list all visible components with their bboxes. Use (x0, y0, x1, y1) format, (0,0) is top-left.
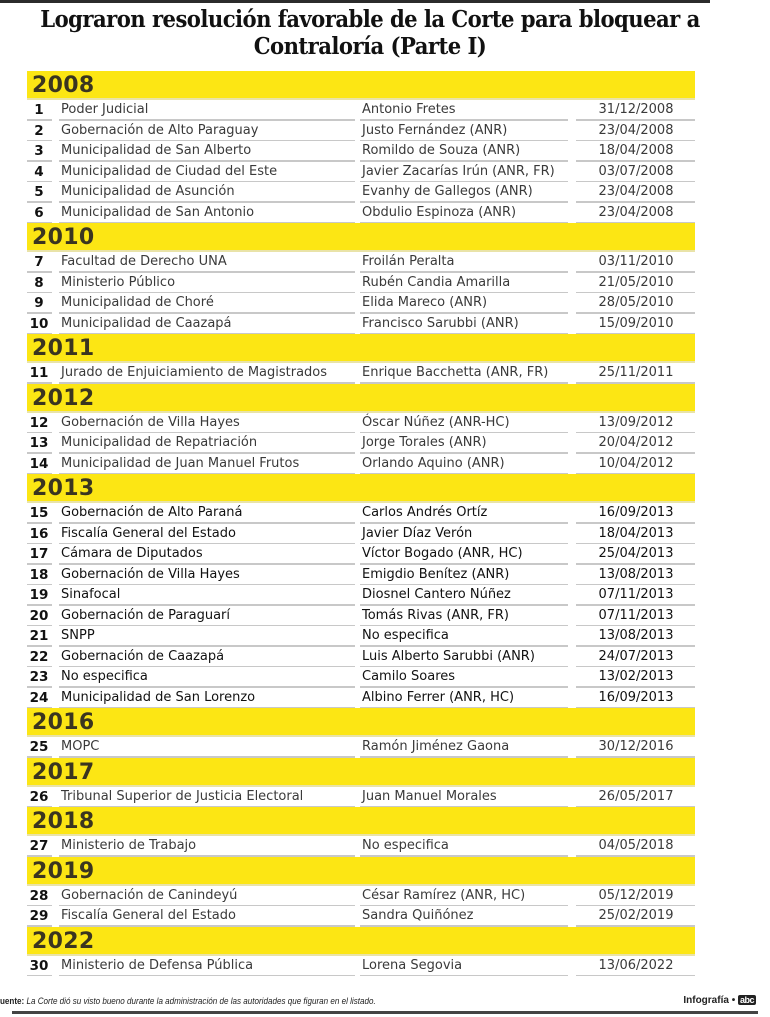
authority-cell: Orlando Aquino (ANR) (362, 455, 505, 471)
table-row (27, 273, 695, 294)
table-row (27, 737, 695, 758)
credit-label: Infografía • (683, 995, 736, 1006)
row-divider (576, 975, 695, 977)
authority-cell: Diosnel Cantero Núñez (362, 587, 511, 602)
institution-cell: Municipalidad de San Lorenzo (61, 689, 256, 705)
row-number: 16 (29, 525, 49, 542)
table-row (27, 100, 695, 121)
authority-cell: Enrique Bacchetta (ANR, FR) (362, 365, 549, 380)
authority-cell: César Ramírez (ANR, HC) (362, 887, 526, 903)
date-cell: 31/12/2008 (598, 102, 674, 117)
authority-cell: No especifica (362, 838, 449, 853)
table-row (27, 787, 695, 808)
row-number: 25 (29, 739, 49, 755)
year-header (27, 334, 695, 363)
date-cell: 23/04/2008 (598, 204, 674, 220)
year-label: 2016 (32, 710, 95, 735)
row-number: 2 (34, 122, 44, 139)
row-number: 19 (29, 587, 49, 603)
row-number: 5 (34, 184, 44, 200)
table-row (27, 121, 695, 142)
authority-cell: Ramón Jiménez Gaona (362, 739, 510, 754)
institution-cell: Jurado de Enjuiciamiento de Magistrados (61, 365, 328, 380)
row-number: 1 (34, 102, 44, 118)
institution-cell: Municipalidad de Juan Manuel Frutos (61, 455, 300, 471)
authority-cell: Emigdio Benítez (ANR) (362, 566, 510, 582)
row-number: 29 (29, 908, 49, 924)
authority-cell: Javier Díaz Verón (362, 525, 473, 541)
table-row (27, 886, 695, 907)
institution-cell: Municipalidad de San Alberto (61, 143, 252, 158)
table-row (27, 626, 695, 647)
authority-cell: Camilo Soares (362, 669, 456, 684)
year-header (27, 857, 695, 886)
year-label: 2022 (32, 928, 95, 954)
institution-cell: Municipalidad de San Antonio (61, 204, 255, 220)
date-cell: 30/12/2016 (598, 739, 674, 754)
year-label: 2012 (32, 385, 95, 411)
year-label: 2019 (32, 858, 95, 884)
row-number: 7 (34, 254, 44, 270)
authority-cell: Evanhy de Gallegos (ANR) (362, 184, 533, 199)
row-number: 15 (29, 505, 49, 521)
institution-cell: Gobernación de Caazapá (61, 648, 225, 664)
abc-logo-icon: abc (739, 995, 754, 1005)
authorities-table (27, 71, 695, 976)
row-divider (27, 975, 52, 977)
row-number: 9 (34, 295, 44, 311)
institution-cell: Municipalidad de Choré (61, 295, 214, 310)
year-header (27, 223, 695, 252)
row-number: 24 (29, 689, 49, 706)
row-number: 23 (29, 669, 49, 685)
row-number: 22 (29, 648, 49, 665)
authority-cell: Froilán Peralta (362, 254, 455, 269)
row-number: 26 (29, 788, 49, 805)
table-row (27, 647, 695, 668)
authority-cell: Francisco Sarubbi (ANR) (362, 315, 519, 331)
date-cell: 16/09/2013 (598, 689, 674, 705)
date-cell: 26/05/2017 (598, 788, 674, 804)
table-row (27, 836, 695, 857)
table-row (27, 667, 695, 688)
date-cell: 13/09/2012 (598, 414, 674, 430)
institution-cell: Fiscalía General del Estado (61, 908, 236, 923)
institution-cell: Ministerio Público (61, 274, 176, 290)
authority-cell: Jorge Torales (ANR) (362, 435, 487, 450)
date-cell: 23/04/2008 (598, 184, 674, 199)
authority-cell: Víctor Bogado (ANR, HC) (362, 546, 523, 561)
credit (683, 995, 756, 1006)
date-cell: 03/07/2008 (598, 163, 674, 179)
row-number: 4 (34, 163, 44, 180)
table-row (27, 413, 695, 434)
source-text: La Corte dió su visto bueno durante la administración de las autoridades que figuran en el listado. (26, 996, 376, 1007)
institution-cell: Cámara de Diputados (61, 546, 203, 561)
table-row (27, 688, 695, 709)
authority-cell: Lorena Segovia (362, 957, 463, 973)
authority-cell: Romildo de Souza (ANR) (362, 143, 521, 158)
row-divider (59, 975, 355, 977)
table-row (27, 141, 695, 162)
year-label: 2010 (32, 225, 95, 250)
table-row (27, 454, 695, 475)
institution-cell: Tribunal Superior de Justicia Electoral (61, 788, 304, 804)
institution-cell: SNPP (61, 628, 95, 643)
date-cell: 13/06/2022 (598, 957, 674, 973)
table-row (27, 956, 695, 977)
date-cell: 07/11/2013 (598, 587, 674, 602)
date-cell: 04/05/2018 (598, 838, 674, 853)
authority-cell: Rubén Candia Amarilla (362, 274, 511, 290)
date-cell: 25/04/2013 (598, 546, 674, 561)
institution-cell: Sinafocal (61, 587, 121, 602)
table-row (27, 544, 695, 565)
institution-cell: MOPC (61, 739, 100, 754)
row-number: 8 (34, 274, 44, 291)
bottom-rule (12, 1011, 758, 1014)
row-number: 17 (29, 546, 49, 562)
table-row (27, 363, 695, 384)
table-row (27, 252, 695, 273)
page-title: Lograron resolución favorable de la Corte para bloquear a Contraloría (Parte I) (40, 6, 700, 60)
year-header (27, 474, 695, 503)
date-cell: 13/08/2013 (598, 628, 674, 643)
date-cell: 15/09/2010 (598, 315, 674, 331)
authority-cell: Tomás Rivas (ANR, FR) (362, 607, 509, 623)
authority-cell: Javier Zacarías Irún (ANR, FR) (362, 163, 555, 179)
table-row (27, 203, 695, 224)
table-row (27, 606, 695, 627)
row-divider (360, 975, 568, 977)
date-cell: 25/11/2011 (598, 365, 674, 380)
date-cell: 20/04/2012 (598, 435, 674, 450)
date-cell: 13/08/2013 (598, 566, 674, 582)
authority-cell: No especifica (362, 628, 449, 643)
date-cell: 21/05/2010 (598, 274, 674, 290)
row-number: 14 (29, 455, 49, 472)
date-cell: 28/05/2010 (598, 295, 674, 310)
institution-cell: Ministerio de Defensa Pública (61, 957, 254, 973)
authority-cell: Carlos Andrés Ortíz (362, 505, 488, 520)
year-header (27, 758, 695, 787)
year-label: 2013 (32, 476, 95, 501)
year-header (27, 71, 695, 100)
date-cell: 07/11/2013 (598, 607, 674, 623)
date-cell: 13/02/2013 (598, 669, 674, 684)
row-number: 3 (34, 143, 44, 159)
authority-cell: Juan Manuel Morales (362, 788, 497, 804)
authority-cell: Obdulio Espinoza (ANR) (362, 204, 517, 220)
institution-cell: Gobernación de Paraguarí (61, 607, 231, 623)
row-number: 12 (29, 414, 49, 431)
institution-cell: Municipalidad de Repatriación (61, 435, 258, 450)
source-label: uente: (0, 996, 25, 1007)
source-note (0, 996, 376, 1007)
row-number: 6 (34, 204, 44, 221)
row-number: 28 (29, 887, 49, 904)
authority-cell: Justo Fernández (ANR) (362, 122, 508, 138)
year-header (27, 384, 695, 413)
table-row (27, 314, 695, 335)
date-cell: 05/12/2019 (598, 887, 674, 903)
top-rule (0, 0, 710, 3)
authority-cell: Albino Ferrer (ANR, HC) (362, 689, 515, 705)
date-cell: 16/09/2013 (598, 505, 674, 520)
row-number: 11 (29, 365, 49, 381)
table-row (27, 585, 695, 606)
date-cell: 24/07/2013 (598, 648, 674, 664)
year-header (27, 927, 695, 956)
row-number: 18 (29, 566, 49, 583)
institution-cell: Fiscalía General del Estado (61, 525, 236, 541)
institution-cell: Municipalidad de Caazapá (61, 315, 232, 331)
year-label: 2017 (32, 759, 95, 785)
year-header (27, 807, 695, 836)
table-row (27, 182, 695, 203)
table-row (27, 503, 695, 524)
institution-cell: Municipalidad de Ciudad del Este (61, 163, 278, 179)
date-cell: 25/02/2019 (598, 908, 674, 923)
authority-cell: Elida Mareco (ANR) (362, 295, 488, 310)
table-row (27, 293, 695, 314)
institution-cell: Gobernación de Villa Hayes (61, 414, 240, 430)
institution-cell: Poder Judicial (61, 102, 149, 117)
date-cell: 23/04/2008 (598, 122, 674, 138)
institution-cell: Gobernación de Alto Paraná (61, 505, 243, 520)
table-row (27, 162, 695, 183)
year-header (27, 708, 695, 737)
institution-cell: No especifica (61, 669, 148, 684)
row-number: 30 (29, 957, 49, 974)
institution-cell: Facultad de Derecho UNA (61, 254, 227, 269)
date-cell: 18/04/2008 (598, 143, 674, 158)
row-number: 10 (29, 315, 49, 332)
date-cell: 03/11/2010 (598, 254, 674, 269)
table-row (27, 565, 695, 586)
institution-cell: Ministerio de Trabajo (61, 838, 197, 853)
table-row (27, 433, 695, 454)
institution-cell: Gobernación de Canindeyú (61, 887, 238, 903)
table-row (27, 906, 695, 927)
row-number: 27 (29, 838, 49, 854)
date-cell: 18/04/2013 (598, 525, 674, 541)
row-number: 20 (29, 607, 49, 624)
year-label: 2008 (32, 73, 95, 98)
year-label: 2011 (32, 336, 95, 361)
authority-cell: Luis Alberto Sarubbi (ANR) (362, 648, 535, 664)
institution-cell: Municipalidad de Asunción (61, 184, 235, 199)
row-number: 21 (29, 628, 49, 644)
row-number: 13 (29, 435, 49, 451)
authority-cell: Sandra Quiñónez (362, 908, 474, 923)
authority-cell: Óscar Núñez (ANR-HC) (362, 414, 510, 430)
institution-cell: Gobernación de Alto Paraguay (61, 122, 259, 138)
date-cell: 10/04/2012 (598, 455, 674, 471)
institution-cell: Gobernación de Villa Hayes (61, 566, 240, 582)
authority-cell: Antonio Fretes (362, 102, 456, 117)
table-row (27, 524, 695, 545)
year-label: 2018 (32, 809, 95, 834)
